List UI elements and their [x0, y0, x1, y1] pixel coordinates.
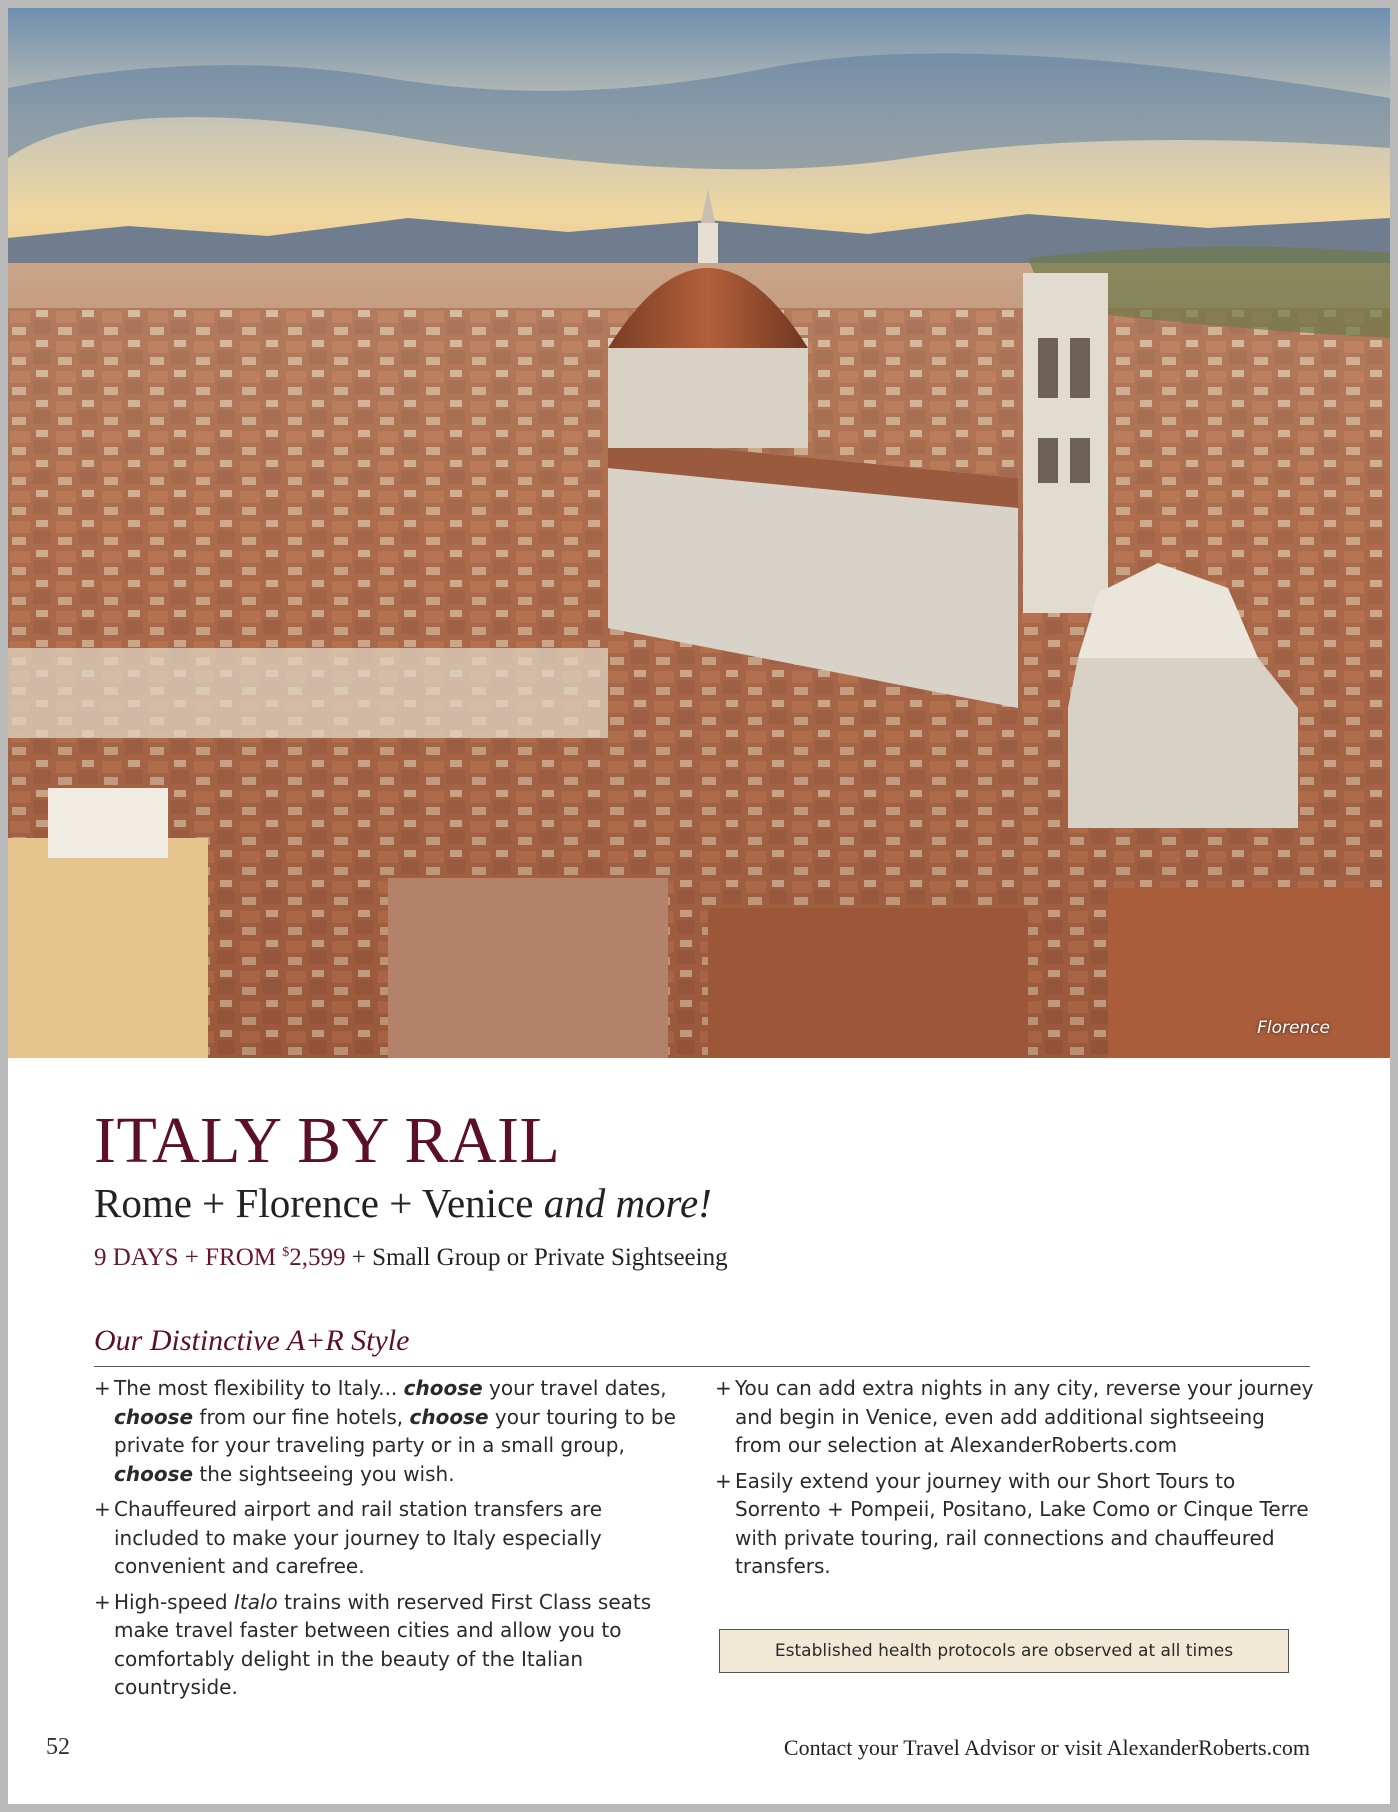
bullet-text: trains with reserved First Class seats make travel faster between cities and allow you to comfortably delight in the beauty of the Italian countryside.: [114, 1589, 652, 1699]
bullet-text: Italo: [233, 1589, 278, 1614]
bullet-text: You can add extra nights in any city, reverse your journey and begin in Venice, even add additional sightseeing from our selection at AlexanderRoberts.com: [735, 1376, 1314, 1457]
tour-meta: [94, 1244, 728, 1272]
subtitle-cities: Rome + Florence + Venice: [94, 1180, 534, 1226]
tour-days-from: 9 DAYS + FROM: [94, 1244, 276, 1271]
bullet-marker: +: [715, 1376, 732, 1400]
tour-style-options: + Small Group or Private Sightseeing: [351, 1244, 728, 1271]
bullet-marker: +: [715, 1468, 732, 1493]
page-title: ITALY BY RAIL: [94, 1104, 561, 1177]
bullet-text: Easily extend your journey with our Short Tours to Sorrento + Pompeii, Positano, Lake Como or Cinque Terre with private touring, rail connections and chauffeured transfers.: [735, 1468, 1309, 1578]
bullet-text: from our fine hotels,: [193, 1404, 410, 1429]
health-protocol-notice: Established health protocols are observed at all times: [719, 1629, 1289, 1673]
bullet-text: your travel dates,: [482, 1376, 667, 1400]
bullet-text: choose: [114, 1461, 194, 1486]
tour-price: 2,599: [289, 1244, 346, 1271]
bullet-text: choose: [403, 1376, 483, 1400]
bullet-text: The most flexibility to Italy...: [114, 1376, 404, 1400]
bullet-text: choose: [114, 1404, 194, 1429]
bullet-text: your touring to be private for your traveling party or in a small group,: [114, 1404, 676, 1457]
subtitle-and-more: and more!: [543, 1180, 712, 1226]
hero-photo-florence: [8, 8, 1390, 1058]
section-heading: Our Distinctive A+R Style: [94, 1324, 410, 1357]
bullet-text: Chauffeured airport and rail station transfers are included to make your journey to Italy especially convenient and carefree.: [114, 1497, 603, 1578]
bullet-list-left: [94, 1374, 684, 1709]
photo-caption: Florence: [1257, 1018, 1330, 1038]
bullet-item: [715, 1467, 1315, 1581]
bullet-text: High-speed: [114, 1589, 234, 1614]
price-currency: $: [282, 1245, 290, 1260]
section-divider: [94, 1366, 1310, 1367]
bullet-item: [94, 1374, 684, 1488]
footer-contact: Contact your Travel Advisor or visit AlexanderRoberts.com: [783, 1735, 1310, 1760]
bullet-item: [94, 1495, 684, 1581]
bullet-item: [94, 1588, 684, 1702]
page-number: 52: [46, 1734, 70, 1760]
bullet-marker: +: [94, 1497, 111, 1521]
page-subtitle: [94, 1180, 712, 1226]
bullet-text: choose: [409, 1404, 489, 1429]
bullet-item: [715, 1374, 1315, 1460]
bullet-list-right: [715, 1374, 1315, 1588]
bullet-marker: +: [94, 1376, 111, 1400]
florence-skyline-image: [8, 8, 1390, 1058]
bullet-marker: +: [94, 1589, 111, 1614]
bullet-text: the sightseeing you wish.: [193, 1461, 455, 1486]
